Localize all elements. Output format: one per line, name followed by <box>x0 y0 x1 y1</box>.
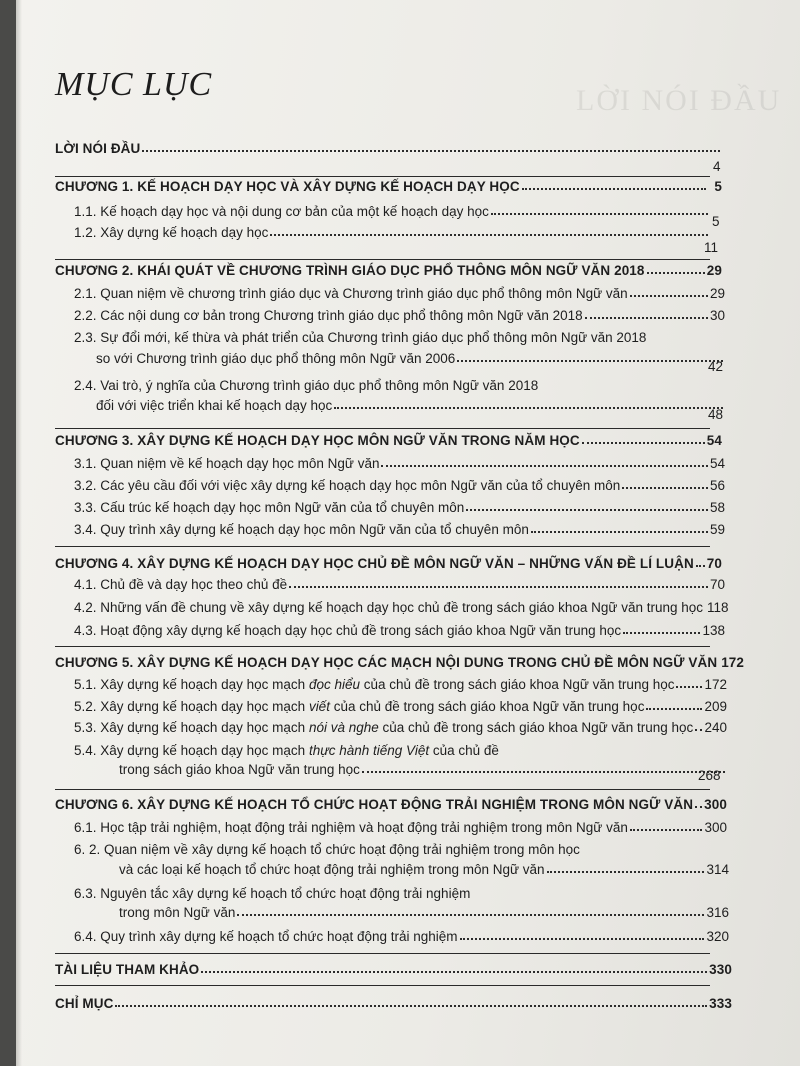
toc-entry-6-3-line2 <box>119 905 729 920</box>
toc-page-number: 48 <box>708 407 724 422</box>
section-divider <box>55 646 710 647</box>
toc-entry-title: 3.2. Các yêu cầu đối với việc xây dựng kế hoạch dạy học môn Ngữ văn của tổ chuyên môn <box>74 478 621 493</box>
toc-chapter-4 <box>55 556 722 571</box>
toc-entry-title: CHƯƠNG 1. KẾ HOẠCH DẠY HỌC VÀ XÂY DỰNG KẾ HOẠCH DẠY HỌC <box>55 179 520 194</box>
toc-entry-title: so với Chương trình giáo dục phổ thông môn Ngữ văn 2006 <box>96 351 456 366</box>
toc-entry-title: CHƯƠNG 2. KHÁI QUÁT VỀ CHƯƠNG TRÌNH GIÁO DỤC PHỔ THÔNG MÔN NGỮ VĂN 2018 <box>55 263 645 278</box>
toc-entry-5-1 <box>74 677 727 692</box>
leader-dots <box>582 440 705 444</box>
toc-entry-3-2 <box>74 478 725 493</box>
leader-dots <box>466 507 708 511</box>
toc-entry-2-3-line1: 2.3. Sự đổi mới, kế thừa và phát triển của Chương trình giáo dục phổ thông môn Ngữ văn 2018 <box>74 330 647 345</box>
toc-entry-title: và các loại kế hoạch tổ chức hoạt động trải nghiệm trong môn Ngữ văn <box>119 862 545 877</box>
toc-entry-4-3 <box>74 623 725 638</box>
toc-entry-title: 2.1. Quan niệm về chương trình giáo dục và Chương trình giáo dục phổ thông môn Ngữ văn <box>74 286 628 301</box>
toc-page-number: 70 <box>706 556 722 571</box>
toc-entry-5-4-line2 <box>119 762 727 777</box>
toc-entry-title: 6.4. Quy trình xây dựng kế hoạch tổ chức hoạt động trải nghiệm <box>74 929 458 944</box>
toc-entry-6-3-line1: 6.3. Nguyên tắc xây dựng kế hoạch tổ chức hoạt động trải nghiệm <box>74 886 471 901</box>
toc-entry-3-4 <box>74 522 725 537</box>
toc-entry-title: 1.2. Xây dựng kế hoạch dạy học <box>74 225 269 240</box>
toc-page-number: 320 <box>706 929 729 944</box>
toc-entry-title: 4.1. Chủ đề và dạy học theo chủ đề <box>74 577 288 592</box>
leader-dots <box>646 706 702 710</box>
toc-entry-6-4 <box>74 929 729 944</box>
toc-page-number: 240 <box>704 720 727 735</box>
toc-page-number: 330 <box>709 962 732 977</box>
toc-page-number: 268 <box>698 768 721 783</box>
toc-page-number: 5 <box>714 179 722 194</box>
toc-entry-title: 4.2. Những vấn đề chung về xây dựng kế hoạch dạy học chủ đề trong sách giáo khoa Ngữ văn trung học <box>74 600 704 615</box>
leader-dots <box>334 405 723 409</box>
toc-page-number: 316 <box>706 905 729 920</box>
toc-entry-4-1 <box>74 577 725 592</box>
toc-chapter-3 <box>55 433 722 448</box>
toc-page-number: 11 <box>704 240 719 255</box>
leader-dots <box>695 727 702 731</box>
leader-dots <box>531 529 708 533</box>
leader-dots <box>491 211 708 215</box>
toc-entry-title: LỜI NÓI ĐẦU <box>55 141 141 156</box>
leader-dots <box>381 463 708 467</box>
toc-page-number: 54 <box>706 433 722 448</box>
toc-page-number: 300 <box>704 797 727 812</box>
toc-page-number: 314 <box>706 862 729 877</box>
toc-entry-title: CHƯƠNG 3. XÂY DỰNG KẾ HOẠCH DẠY HỌC MÔN NGỮ VĂN TRONG NĂM HỌC <box>55 433 580 448</box>
leader-dots <box>362 769 725 773</box>
toc-entry-title: 3.4. Quy trình xây dựng kế hoạch dạy học môn Ngữ văn của tổ chuyên môn <box>74 522 529 537</box>
toc-entry-title: TÀI LIỆU THAM KHẢO <box>55 962 200 977</box>
toc-page-number: 29 <box>709 286 725 301</box>
leader-dots <box>457 358 723 362</box>
leader-dots <box>270 232 708 236</box>
toc-index <box>55 996 732 1011</box>
leader-dots <box>115 1003 707 1007</box>
leader-dots <box>547 869 705 873</box>
toc-entry-title: trong môn Ngữ văn <box>119 905 236 920</box>
toc-page-number: 333 <box>709 996 732 1011</box>
toc-chapter-6 <box>55 797 727 812</box>
toc-entry-title: CHƯƠNG 5. XÂY DỰNG KẾ HOẠCH DẠY HỌC CÁC MẠCH NỘI DUNG TRONG CHỦ ĐỀ MÔN NGỮ VĂN <box>55 655 718 670</box>
toc-entry-title: 3.3. Cấu trúc kế hoạch dạy học môn Ngữ văn của tổ chuyên môn <box>74 500 465 515</box>
toc-entry-2-4-line2 <box>96 398 725 413</box>
section-divider <box>55 176 710 177</box>
show-through-heading: LỜI NÓI ĐẦU <box>576 84 782 117</box>
leader-dots <box>630 827 703 831</box>
leader-dots <box>676 684 702 688</box>
toc-page-number: 209 <box>704 699 727 714</box>
section-divider <box>55 985 710 986</box>
toc-entry-6-2-line1: 6. 2. Quan niệm về xây dựng kế hoạch tổ chức hoạt động trải nghiệm trong môn học <box>74 842 580 857</box>
toc-entry-3-3 <box>74 500 725 515</box>
leader-dots <box>647 270 705 274</box>
toc-entry-3-1 <box>74 456 725 471</box>
toc-page-number: 138 <box>702 623 725 638</box>
toc-entry-2-1 <box>74 286 725 301</box>
toc-page-number: 59 <box>709 522 725 537</box>
section-divider <box>55 428 710 429</box>
toc-entry-title: 5.1. Xây dựng kế hoạch dạy học mạch đọc hiểu của chủ đề trong sách giáo khoa Ngữ văn trung học <box>74 677 675 692</box>
toc-entry-title: trong sách giáo khoa Ngữ văn trung học <box>119 762 360 777</box>
toc-entry-2-2 <box>74 308 725 323</box>
toc-entry-6-2-line2 <box>119 862 729 877</box>
section-divider <box>55 953 710 954</box>
toc-entry-title: 3.1. Quan niệm về kế hoạch dạy học môn Ngữ văn <box>74 456 380 471</box>
toc-entry-title: 6.1. Học tập trải nghiệm, hoạt động trải nghiệm và hoạt động trải nghiệm trong môn Ngữ văn <box>74 820 628 835</box>
toc-page-number: 118 <box>707 600 729 615</box>
toc-entry-title: 1.1. Kế hoạch dạy học và nội dung cơ bản của một kế hoạch dạy học <box>74 204 489 219</box>
section-divider <box>55 546 710 547</box>
toc-entry-2-3-line2 <box>96 351 725 366</box>
toc-entry-title: CHƯƠNG 6. XÂY DỰNG KẾ HOẠCH TỔ CHỨC HOẠT ĐỘNG TRẢI NGHIỆM TRONG MÔN NGỮ VĂN <box>55 797 694 812</box>
toc-entry-1-2 <box>74 225 710 240</box>
toc-entry-4-2 <box>74 600 729 615</box>
leader-dots <box>142 148 720 152</box>
toc-page-number: 54 <box>709 456 725 471</box>
toc-page-number: 56 <box>709 478 725 493</box>
toc-page-number: 30 <box>709 308 725 323</box>
toc-entry-1-1 <box>74 204 710 219</box>
toc-entry-5-3 <box>74 720 727 735</box>
toc-entry-title: 5.3. Xây dựng kế hoạch dạy học mạch nói và nghe của chủ đề trong sách giáo khoa Ngữ văn trung học <box>74 720 694 735</box>
toc-page-number: 4 <box>713 159 721 174</box>
toc-entry-6-1 <box>74 820 727 835</box>
leader-dots <box>623 630 700 634</box>
leader-dots <box>289 584 708 588</box>
toc-references <box>55 962 732 977</box>
toc-entry-title: 4.3. Hoạt động xây dựng kế hoạch dạy học chủ đề trong sách giáo khoa Ngữ văn trung học <box>74 623 622 638</box>
leader-dots <box>460 936 705 940</box>
toc-entry-title: 2.2. Các nội dung cơ bản trong Chương trình giáo dục phổ thông môn Ngữ văn 2018 <box>74 308 583 323</box>
toc-page-number: 42 <box>708 359 724 374</box>
leader-dots <box>585 315 708 319</box>
leader-dots <box>201 969 707 973</box>
toc-chapter-5 <box>55 655 745 670</box>
leader-dots <box>695 804 702 808</box>
leader-dots <box>622 485 708 489</box>
leader-dots <box>522 186 706 190</box>
toc-page-number: 5 <box>712 214 720 229</box>
toc-page-number: 58 <box>709 500 725 515</box>
toc-page-number: 29 <box>706 263 722 278</box>
toc-entry-5-2 <box>74 699 727 714</box>
page-title: MỤC LỤC <box>55 66 213 103</box>
section-divider <box>55 789 710 790</box>
toc-page-number: 172 <box>704 677 727 692</box>
toc-chapter-2 <box>55 263 722 278</box>
toc-chapter-1 <box>55 179 722 194</box>
toc-entry-preface <box>55 141 722 156</box>
toc-entry-title: CHƯƠNG 4. XÂY DỰNG KẾ HOẠCH DẠY HỌC CHỦ ĐỀ MÔN NGỮ VĂN – NHỮNG VẤN ĐỀ LÍ LUẬN <box>55 556 694 571</box>
toc-page-number: 172 <box>721 655 745 670</box>
toc-page-number: 70 <box>709 577 725 592</box>
toc-entry-title: CHỈ MỤC <box>55 996 114 1011</box>
toc-page-number: 300 <box>704 820 727 835</box>
leader-dots <box>237 912 704 916</box>
toc-entry-2-4-line1: 2.4. Vai trò, ý nghĩa của Chương trình giáo dục phổ thông môn Ngữ văn 2018 <box>74 378 539 393</box>
toc-entry-5-4-line1: 5.4. Xây dựng kế hoạch dạy học mạch thực hành tiếng Việt của chủ đề <box>74 743 499 758</box>
section-divider <box>55 259 710 260</box>
toc-entry-title: 5.2. Xây dựng kế hoạch dạy học mạch viết của chủ đề trong sách giáo khoa Ngữ văn trung học <box>74 699 645 714</box>
leader-dots <box>696 563 705 567</box>
leader-dots <box>630 293 708 297</box>
toc-entry-title: đối với việc triển khai kế hoạch dạy học <box>96 398 333 413</box>
book-page <box>16 0 800 1066</box>
